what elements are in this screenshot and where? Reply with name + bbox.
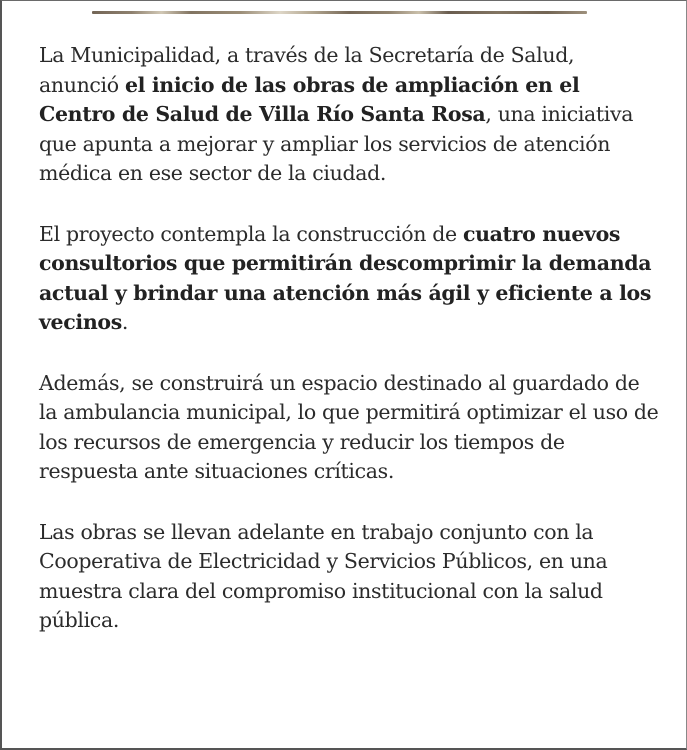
paragraph-4: [39, 518, 659, 636]
paragraph-2-text-end: .: [121, 310, 129, 334]
paragraph-2-text: El proyecto contempla la construcción de: [39, 221, 463, 246]
paragraph-1-highlight: el inicio de las obras de ampliación en el Centro de Salud de Villa Río Santa Rosa: [39, 72, 580, 126]
article-body: [39, 41, 659, 667]
decorative-divider: [92, 11, 587, 14]
paragraph-1: [39, 41, 659, 189]
paragraph-3: [39, 369, 659, 487]
paragraph-2-highlight: cuatro nuevos consultorios que permitirán descomprimir la demanda actual y brindar una atención más ágil y eficiente a los vecinos: [39, 221, 652, 334]
paragraph-3-text: Además, se construirá un espacio destinado al guardado de la ambulancia municipal, lo que permitirá optimizar el uso de los recursos de emergencia y reducir los tiempos de respuesta ante situaciones críticas.: [39, 370, 659, 483]
paragraph-1-text: La Municipalidad, a través de la Secretaría de Salud, anunció: [39, 43, 575, 97]
paragraph-4-text: Las obras se llevan adelante en trabajo conjunto con la Cooperativa de Electricidad y Servicios Públicos, en una muestra clara del compromiso institucional con la salud pública.: [39, 519, 608, 632]
paragraph-1-text-end: , una iniciativa que apunta a mejorar y ampliar los servicios de atención médica en ese sector de la ciudad.: [39, 102, 634, 185]
paragraph-2: [39, 220, 659, 338]
